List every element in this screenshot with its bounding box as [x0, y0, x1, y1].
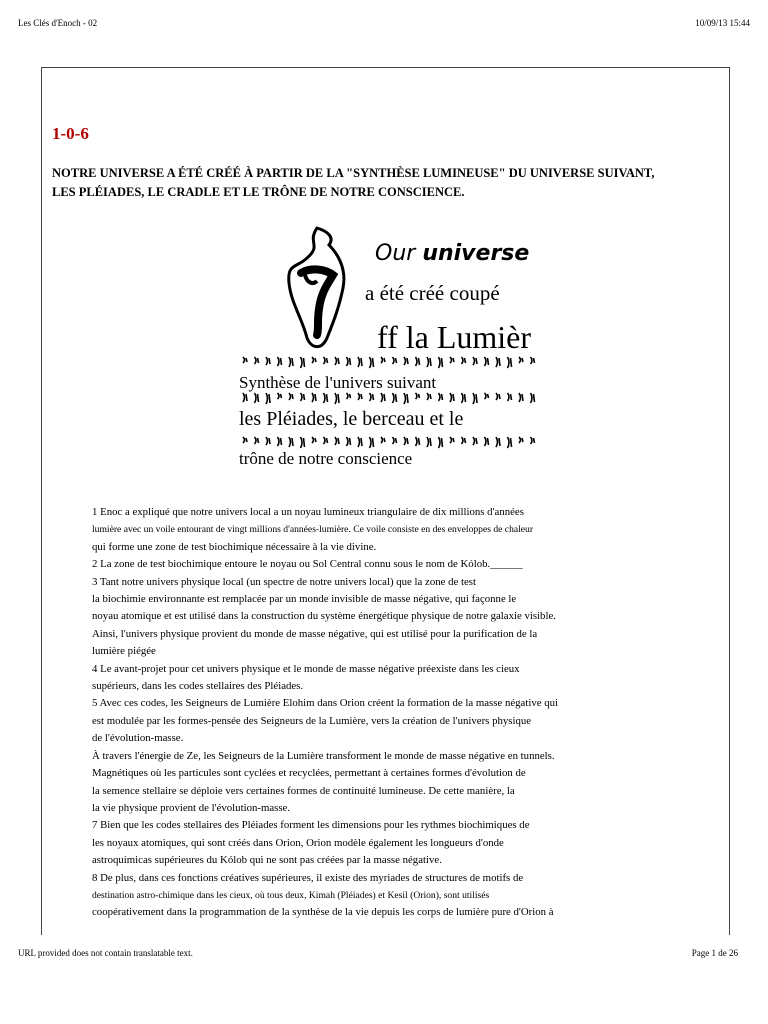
- glyph-ornament: [370, 437, 374, 448]
- glyph-ornament: [508, 357, 512, 368]
- body-line: qui forme une zone de test biochimique nécessaire à la vie divine.: [92, 540, 377, 553]
- glyph-ornament: [370, 357, 374, 368]
- body-line: astroquímicas supérieures du Kólob qui ne sont pas créées par la masse négative.: [92, 854, 442, 867]
- glyph-ornament: [439, 437, 443, 448]
- glyph-ornament: [473, 437, 477, 445]
- glyph-ornament: [381, 357, 385, 363]
- glyph-ornament: [508, 437, 512, 448]
- glyph-ornament: [324, 437, 328, 444]
- body-line: 8 De plus, dans ces fonctions créatives supérieures, il existe des myriades de structures de motifs de: [92, 871, 524, 884]
- body-line: 2 La zone de test biochimique entoure le noyau ou Sol Central connu sous le nom de Kólob.______: [92, 558, 523, 571]
- print-footer-page: Page 1 de 26: [691, 948, 738, 958]
- glyph-ornament: [427, 393, 431, 400]
- glyph-ornament: [312, 437, 316, 443]
- body-line: la semence stellaire se déploie vers certaines formes de continuité lumineuse. De cette manière, la: [92, 784, 515, 797]
- glyph-ornament: [416, 393, 420, 399]
- glyph-ornament: [312, 357, 316, 363]
- glyph-ornament-row-2: [239, 391, 539, 405]
- body-line: est modulée par les formes-pensée des Seigneurs de la Lumière, vers la création de l'univers physique: [92, 714, 532, 727]
- glyph-ornament: [289, 437, 293, 447]
- glyph-ornament: [347, 393, 351, 399]
- glyph-ornament: [496, 357, 500, 367]
- glyph-ornament: [266, 393, 270, 404]
- glyph-ornament: [301, 393, 305, 401]
- glyph-ornament: [358, 357, 362, 367]
- glyph-ornament: [266, 437, 270, 445]
- body-line: 1 Enoc a expliqué que notre univers local a un noyau lumineux triangulaire de dix millions d'années: [92, 506, 524, 518]
- glyph-ornament: [439, 393, 443, 401]
- section-number: 1-0-6: [52, 124, 89, 143]
- section-title-line2: LES PLÉIADES, LE CRADLE ET LE TRÔNE DE NOTRE CONSCIENCE.: [52, 185, 465, 199]
- glyph-ornament: [416, 437, 420, 446]
- glyph-ornament: [427, 437, 431, 447]
- glyph-ornament: [278, 393, 282, 399]
- glyph-ornament: [243, 437, 247, 443]
- body-line: la vie physique provient de l'évolution-masse.: [92, 801, 291, 814]
- art-line-1: [375, 241, 529, 266]
- glyph-ornament: [278, 357, 282, 366]
- glyph-ornament: [393, 357, 397, 364]
- glyph-ornament: [358, 393, 362, 400]
- art-line-3: ff la Lumièr: [377, 319, 532, 355]
- glyph-ornament: [496, 437, 500, 447]
- section-title: [52, 164, 712, 202]
- art-line-1a: Our: [375, 241, 423, 266]
- glyph-ornament: [462, 357, 466, 364]
- glyph-ornament: [393, 437, 397, 444]
- glyph-ornament: [301, 437, 305, 448]
- body-line: de l'évolution-masse.: [92, 732, 184, 745]
- glyph-ornament: [266, 357, 270, 365]
- section-title-line1: NOTRE UNIVERSE A ÉTÉ CRÉÉ À PARTIR DE LA "SYNTHÈSE LUMINEUSE" DU UNIVERSE SUIVANT,: [52, 166, 655, 180]
- glyph-ornament: [255, 357, 259, 364]
- body-line: la biochimie environnante est remplacée par un monde invisible de masse négative, qui façonne le: [92, 593, 517, 606]
- glyph-ornament: [335, 357, 339, 365]
- glyph-ornament: [404, 393, 408, 404]
- glyph-ornament: [312, 393, 316, 402]
- glyph-ornament: [519, 357, 523, 363]
- glyph-ornament-row-1: [239, 355, 539, 369]
- glyph-ornament: [324, 393, 328, 403]
- body-line: À travers l'énergie de Ze, les Seigneurs de la Lumière transforment le monde de masse négative en tunnels.: [92, 749, 555, 762]
- glyph-ornament: [381, 393, 385, 402]
- body-text: [92, 504, 680, 922]
- art-line-2: a été créé coupé: [365, 281, 500, 305]
- body-line: supérieurs, dans les codes stellaires des Pléiades.: [92, 680, 304, 693]
- glyph-ornament: [439, 357, 443, 368]
- calligraphy-illustration: [237, 223, 557, 473]
- glyph-ornament: [519, 393, 523, 402]
- body-line: Ainsi, l'univers physique provient du monde de masse négative, qui est utilisé pour la purification de la: [92, 627, 538, 640]
- art-line-5: les Pléiades, le berceau et le: [239, 408, 464, 430]
- document-frame: [41, 67, 730, 935]
- glyph-ornament: [508, 393, 512, 401]
- glyph-ornament: [393, 393, 397, 403]
- glyph-ornament: [427, 357, 431, 367]
- glyph-ornament: [485, 357, 489, 366]
- glyph-ornament: [485, 437, 489, 446]
- glyph-ornament: [324, 357, 328, 364]
- glyph-ornament: [347, 437, 351, 446]
- glyph-ornament: [462, 437, 466, 444]
- glyph-ornament: [381, 437, 385, 443]
- body-line: 4 Le avant-projet pour cet univers physique et le monde de masse négative préexiste dans les cieux: [92, 662, 520, 675]
- glyph-ornament: [485, 393, 489, 399]
- glyph-ornament: [519, 437, 523, 443]
- glyph-ornament: [255, 437, 259, 444]
- glyph-ornament: [370, 393, 374, 401]
- body-line: 3 Tant notre univers physique local (un spectre de notre univers local) que la zone de test: [92, 575, 477, 588]
- glyph-ornament: [450, 393, 454, 402]
- flame-letter-icon: [277, 223, 357, 353]
- art-line-6: trône de notre conscience: [239, 449, 413, 468]
- body-line: lumière piégée: [92, 645, 156, 658]
- art-line-1b: universe: [422, 241, 530, 266]
- glyph-ornament: [531, 357, 535, 364]
- glyph-ornament: [473, 357, 477, 365]
- glyph-ornament: [531, 437, 535, 444]
- glyph-ornament: [289, 357, 293, 367]
- glyph-ornament: [278, 437, 282, 446]
- print-header-datetime: 10/09/13 15:44: [695, 18, 750, 28]
- glyph-ornament: [335, 393, 339, 404]
- glyph-ornament: [243, 357, 247, 363]
- glyph-ornament: [462, 393, 466, 403]
- glyph-ornament: [243, 393, 247, 402]
- glyph-ornament: [347, 357, 351, 366]
- glyph-ornament: [301, 357, 305, 368]
- glyph-ornament: [416, 357, 420, 366]
- glyph-ornament: [358, 437, 362, 447]
- glyph-ornament: [531, 393, 535, 403]
- glyph-ornament: [255, 393, 259, 403]
- body-line: les noyaux atomiques, qui sont créés dans Orion, Orion modèle également les longueurs d'onde: [92, 836, 504, 849]
- art-line-4: Synthèse de l'univers suivant: [239, 373, 437, 392]
- glyph-ornament: [496, 393, 500, 400]
- body-line: coopérativement dans la programmation de la synthèse de la vie depuis les corps de lumière pure d'Orion à: [92, 906, 554, 919]
- glyph-ornament: [404, 357, 408, 365]
- body-line: 7 Bien que les codes stellaires des Pléiades forment les dimensions pour les rythmes biochimiques de: [92, 819, 530, 832]
- glyph-ornament: [289, 393, 293, 400]
- glyph-ornament-row-3: [239, 435, 539, 449]
- body-line: Magnétiques où les particules sont cyclées et recyclées, permettant à certaines formes d'évolution de: [92, 767, 526, 780]
- glyph-ornament: [450, 437, 454, 443]
- body-line: 5 Avec ces codes, les Seigneurs de Lumière Elohim dans Orion créent la formation de la masse négative qui: [92, 697, 559, 710]
- body-line: lumière avec un voile entourant de vingt millions d'années-lumière. Ce voile consiste en des enveloppes de chaleur: [92, 524, 534, 536]
- body-line: destination astro-chimique dans les cieux, où tous deux, Kimah (Pléiades) et Kesil (Orion), sont utilisés: [92, 889, 490, 901]
- body-line: noyau atomique et est utilisé dans la construction du système énergétique physique de notre galaxie visible.: [92, 610, 556, 623]
- glyph-ornament: [335, 437, 339, 445]
- print-header-title: Les Clés d'Enoch - 02: [18, 18, 98, 28]
- print-footer-note: URL provided does not contain translatable text.: [18, 948, 193, 958]
- glyph-ornament: [450, 357, 454, 363]
- glyph-ornament: [473, 393, 477, 404]
- glyph-ornament: [404, 437, 408, 445]
